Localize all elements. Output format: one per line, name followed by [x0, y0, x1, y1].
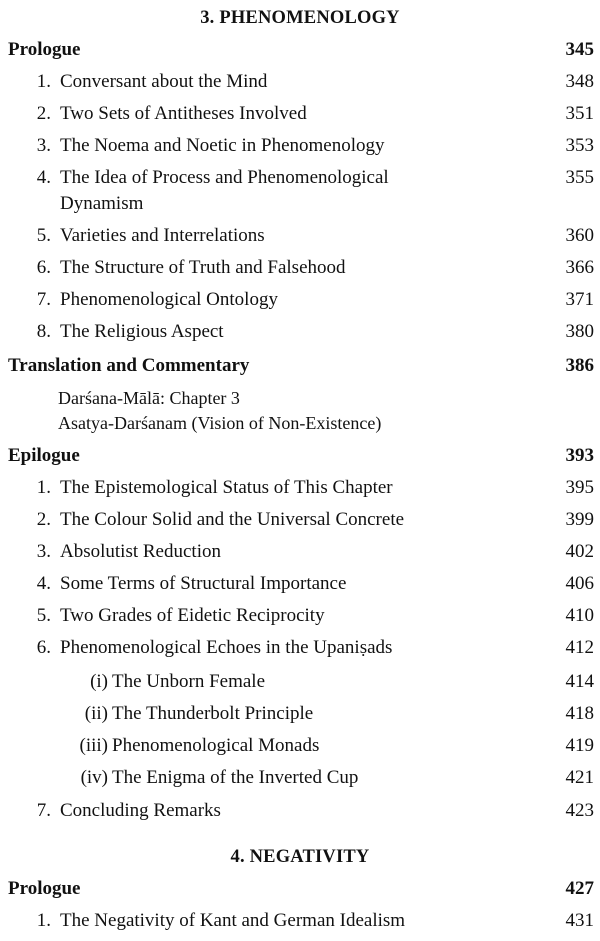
entry-title-continued: Dynamism	[60, 193, 144, 214]
entry-number: 2.	[36, 103, 51, 124]
page-number: 406	[565, 573, 594, 594]
entry-title: Concluding Remarks	[60, 800, 221, 821]
page-number: 366	[565, 257, 594, 278]
entry-number: 5.	[36, 605, 51, 626]
page-number: 393	[565, 445, 594, 466]
page-number: 427	[565, 878, 594, 899]
entry-number: 7.	[36, 289, 51, 310]
entry-number: 5.	[36, 225, 51, 246]
entry-title: The Negativity of Kant and German Idealism	[60, 910, 406, 931]
entry-number: 1.	[36, 71, 51, 92]
subentry-number: (i)	[90, 671, 108, 692]
entry-title: Varieties and Interrelations	[60, 225, 265, 246]
entry-title: Conversant about the Mind	[60, 71, 268, 92]
entry-title: Phenomenological Ontology	[60, 289, 278, 310]
part-title: Translation and Commentary	[8, 355, 250, 376]
page-number: 386	[565, 355, 594, 376]
subentry-number: (iv)	[80, 767, 108, 788]
part-title: Epilogue	[8, 445, 80, 466]
entry-title: The Religious Aspect	[60, 321, 224, 342]
page-number: 402	[565, 541, 594, 562]
entry-title: The Epistemological Status of This Chapter	[60, 477, 393, 498]
subentry-number: (iii)	[79, 735, 108, 756]
page-number: 399	[565, 509, 594, 530]
page-number: 418	[565, 703, 594, 724]
part-note: Darśana-Mālā: Chapter 3	[58, 388, 240, 408]
entry-title: Two Sets of Antitheses Involved	[60, 103, 307, 124]
chapter-heading: 3. PHENOMENOLOGY	[200, 8, 400, 28]
entry-number: 4.	[36, 573, 51, 594]
page-number: 380	[565, 321, 594, 342]
page-number: 395	[565, 477, 594, 498]
entry-number: 7.	[36, 800, 51, 821]
entry-title: The Idea of Process and Phenomenological	[60, 167, 389, 188]
page-number: 421	[565, 767, 594, 788]
entry-number: 3.	[36, 541, 51, 562]
entry-number: 8.	[36, 321, 51, 342]
entry-title: Absolutist Reduction	[60, 541, 221, 562]
subentry-title: Phenomenological Monads	[112, 735, 320, 756]
page-number: 355	[565, 167, 594, 188]
subentry-number: (ii)	[84, 703, 108, 724]
page-number: 410	[565, 605, 594, 626]
entry-number: 3.	[36, 135, 51, 156]
page-number: 371	[565, 289, 594, 310]
page-number: 360	[565, 225, 594, 246]
subentry-title: The Unborn Female	[112, 671, 266, 692]
part-title: Prologue	[8, 878, 81, 899]
entry-title: The Colour Solid and the Universal Concrete	[60, 509, 405, 530]
entry-title: Some Terms of Structural Importance	[60, 573, 347, 594]
page-number: 345	[565, 39, 594, 60]
entry-number: 6.	[36, 257, 51, 278]
page-number: 412	[565, 637, 594, 658]
page-number: 351	[565, 103, 594, 124]
entry-number: 1.	[36, 910, 51, 931]
entry-title: Two Grades of Eidetic Reciprocity	[60, 605, 325, 626]
entry-number: 4.	[36, 167, 51, 188]
entry-number: 6.	[36, 637, 51, 658]
subentry-title: The Enigma of the Inverted Cup	[112, 767, 359, 788]
subentry-title: The Thunderbolt Principle	[112, 703, 314, 724]
entry-title: The Noema and Noetic in Phenomenology	[60, 135, 385, 156]
entry-title: The Structure of Truth and Falsehood	[60, 257, 346, 278]
entry-number: 1.	[36, 477, 51, 498]
entry-title: Phenomenological Echoes in the Upaniṣads	[60, 637, 393, 658]
chapter-heading: 4. NEGATIVITY	[230, 847, 370, 867]
page-number: 414	[565, 671, 594, 692]
page-number: 419	[565, 735, 594, 756]
page-number: 348	[565, 71, 594, 92]
part-title: Prologue	[8, 39, 81, 60]
page-number: 431	[565, 910, 594, 931]
part-note: Asatya-Darśanam (Vision of Non-Existence)	[58, 413, 382, 433]
page-number: 423	[565, 800, 594, 821]
entry-number: 2.	[36, 509, 51, 530]
page-number: 353	[565, 135, 594, 156]
